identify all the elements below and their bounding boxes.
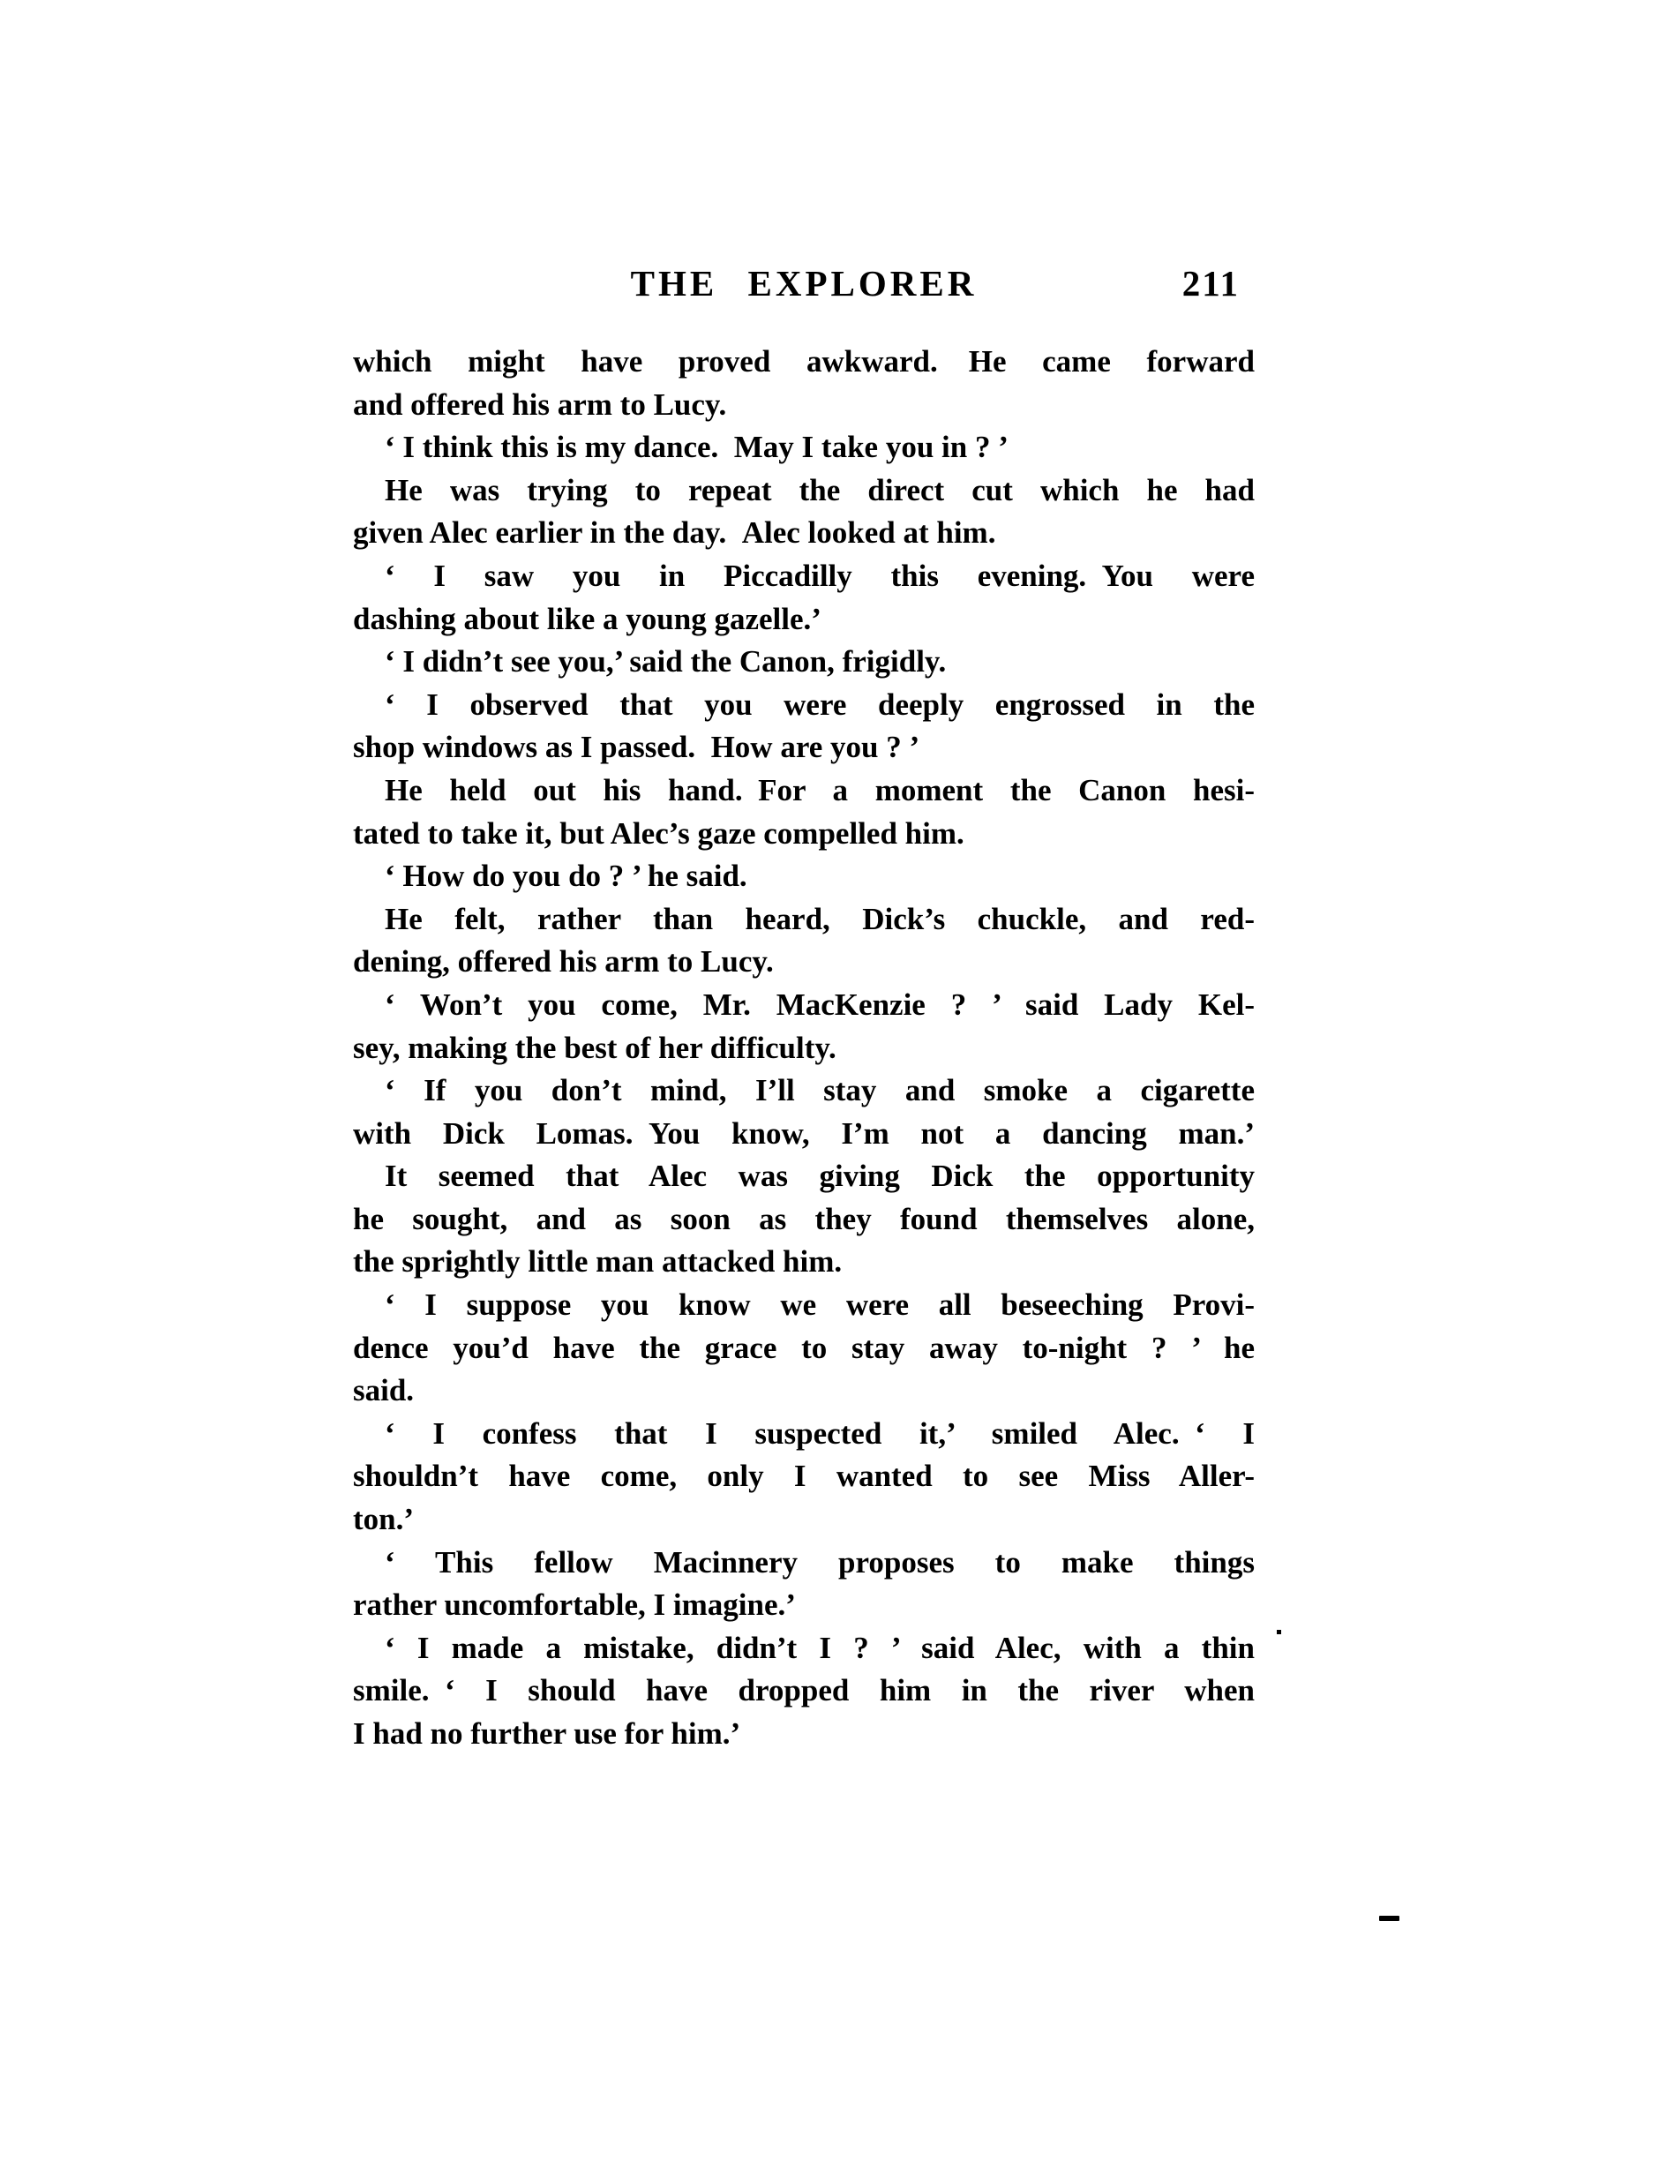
paragraph — [353, 426, 1255, 469]
page-body-text — [353, 341, 1255, 1756]
paragraph — [353, 984, 1255, 1069]
paragraph — [353, 641, 1255, 684]
text-line: ‘ If you don’t mind, I’ll stay and smoke a cigarette — [385, 1073, 1255, 1108]
paragraph — [353, 1155, 1255, 1284]
text-line: He held out his hand. For a moment the Canon hesi- — [385, 772, 1255, 807]
scan-artifact-dash — [1379, 1916, 1399, 1921]
text-line: shouldn’t have come, only I wanted to see Miss Aller- — [353, 1459, 1255, 1494]
text-line: which might have proved awkward. He came forward — [353, 344, 1255, 379]
text-line: ‘ I suppose you know we were all beseeching Provi- — [385, 1287, 1255, 1323]
paragraph — [353, 684, 1255, 769]
text-line: It seemed that Alec was giving Dick the opportunity — [385, 1159, 1255, 1194]
text-line: with Dick Lomas. You know, I’m not a dancing man.’ — [353, 1115, 1255, 1151]
text-line: and offered his arm to Lucy. — [353, 387, 727, 422]
text-line: dashing about like a young gazelle.’ — [353, 601, 821, 636]
paragraph — [353, 1542, 1255, 1627]
text-line: He was trying to repeat the direct cut which he had — [385, 472, 1255, 507]
text-line: sey, making the best of her difficulty. — [353, 1030, 836, 1065]
text-line: ‘ This fellow Macinnery proposes to make things — [385, 1544, 1255, 1580]
text-line: ‘ I observed that you were deeply engrossed in the — [385, 687, 1255, 722]
paragraph — [353, 555, 1255, 641]
text-line: ‘ I made a mistake, didn’t I ? ’ said Alec, with a thin — [385, 1630, 1255, 1665]
text-line: He felt, rather than heard, Dick’s chuckle, and red- — [385, 901, 1255, 936]
text-line: rather uncomfortable, I imagine.’ — [353, 1587, 796, 1623]
paragraph — [353, 341, 1255, 426]
paragraph — [353, 469, 1255, 555]
text-line: ‘ How do you do ? ’ he said. — [385, 859, 747, 894]
text-line: he sought, and as soon as they found themselves alone, — [353, 1201, 1255, 1236]
text-line: ‘ I confess that I suspected it,’ smiled Alec. ‘ I — [385, 1415, 1255, 1451]
paragraph — [353, 1413, 1255, 1542]
page-number: 211 — [1181, 263, 1240, 304]
paragraph — [353, 855, 1255, 898]
text-line: dening, offered his arm to Lucy. — [353, 944, 774, 979]
text-line: said. — [353, 1373, 415, 1408]
text-line: shop windows as I passed. How are you ? ’ — [353, 730, 920, 765]
text-line: ‘ Won’t you come, Mr. MacKenzie ? ’ said Lady Kel- — [385, 987, 1255, 1022]
text-line: I had no further use for him.’ — [353, 1716, 741, 1751]
scan-artifact-dot — [1277, 1630, 1281, 1634]
paragraph — [353, 769, 1255, 855]
text-line: smile. ‘ I should have dropped him in the river when — [353, 1673, 1255, 1708]
text-line: the sprightly little man attacked him. — [353, 1244, 843, 1280]
paragraph — [353, 1627, 1255, 1756]
text-line: ‘ I didn’t see you,’ said the Canon, frigidly. — [385, 644, 947, 679]
text-line: ‘ I saw you in Piccadilly this evening. You were — [385, 558, 1255, 593]
paragraph — [353, 898, 1255, 984]
paragraph — [353, 1284, 1255, 1413]
running-head-title: THE EXPLORER — [630, 263, 978, 304]
text-line: tated to take it, but Alec’s gaze compelled him. — [353, 815, 964, 851]
text-line: given Alec earlier in the day. Alec looked at him. — [353, 515, 996, 551]
text-line: dence you’d have the grace to stay away to-night ? ’ he — [353, 1330, 1255, 1365]
text-line: ‘ I think this is my dance. May I take you in ? ’ — [385, 430, 1009, 465]
paragraph — [353, 1069, 1255, 1155]
text-line: ton.’ — [353, 1502, 415, 1537]
